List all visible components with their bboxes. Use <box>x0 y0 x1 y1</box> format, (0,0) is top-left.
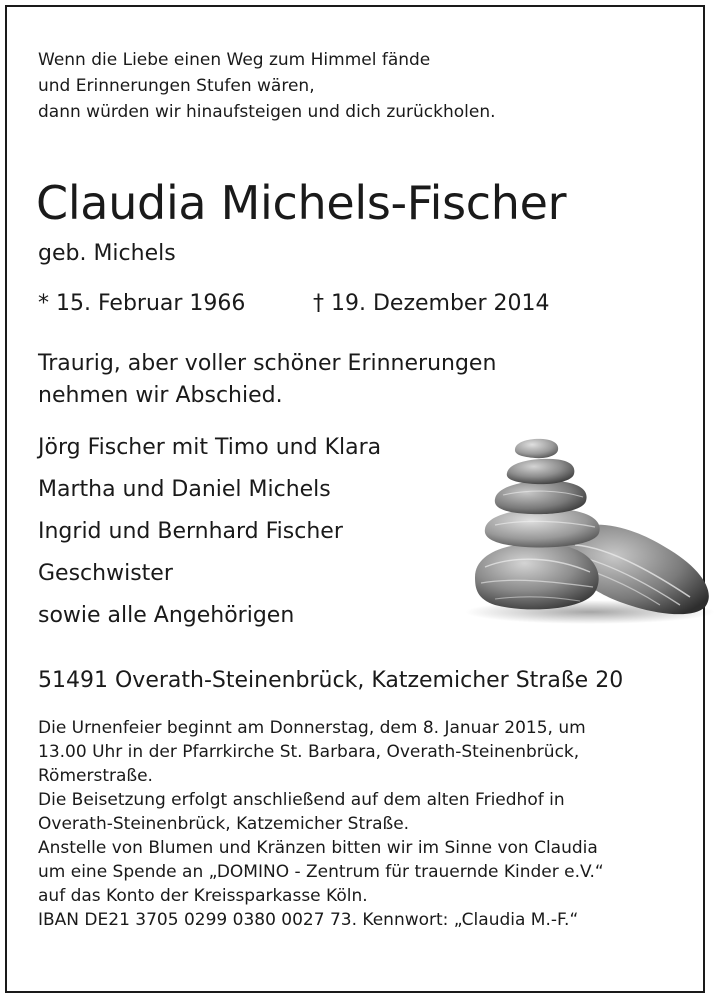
ceremony-line: Die Urnenfeier beginnt am Donnerstag, dem 8. Januar 2015, um <box>38 718 586 738</box>
death-date: † 19. Dezember 2014 <box>313 291 550 316</box>
poem-line: und Erinnerungen Stufen wären, <box>38 76 315 96</box>
mourning-line: nehmen wir Abschied. <box>38 383 283 408</box>
poem <box>38 47 496 125</box>
family-member: Martha und Daniel Michels <box>38 477 331 502</box>
donation-paragraph <box>38 836 604 932</box>
ceremony-line: Römerstraße. <box>38 766 153 786</box>
birth-date: * 15. Februar 1966 <box>38 291 246 316</box>
obituary-frame <box>5 5 705 993</box>
mourning-line: Traurig, aber voller schöner Erinnerungen <box>38 351 497 376</box>
burial-line: Die Beisetzung erfolgt anschließend auf dem alten Friedhof in <box>38 790 565 810</box>
ceremony-line: 13.00 Uhr in der Pfarrkirche St. Barbara, Overath-Steinenbrück, <box>38 742 580 762</box>
mourning-text <box>38 348 496 412</box>
poem-line: dann würden wir hinaufsteigen und dich zurückholen. <box>38 102 496 122</box>
poem-line: Wenn die Liebe einen Weg zum Himmel fände <box>38 50 431 70</box>
family-member: Geschwister <box>38 561 173 586</box>
donation-line: um eine Spende an „DOMINO - Zentrum für trauernde Kinder e.V.“ <box>38 862 604 882</box>
address: 51491 Overath-Steinenbrück, Katzemicher Straße 20 <box>38 668 624 693</box>
deceased-name: Claudia Michels-Fischer <box>36 176 567 230</box>
family-member: Jörg Fischer mit Timo und Klara <box>38 435 382 460</box>
burial-line: Overath-Steinenbrück, Katzemicher Straße. <box>38 814 410 834</box>
ceremony-paragraph <box>38 716 604 788</box>
stacked-stones-icon <box>455 427 714 627</box>
donation-line: auf das Konto der Kreissparkasse Köln. <box>38 886 368 906</box>
birth-name: geb. Michels <box>38 241 176 266</box>
donation-line: IBAN DE21 3705 0299 0380 0027 73. Kennwort: „Claudia M.-F.“ <box>38 910 579 930</box>
donation-line: Anstelle von Blumen und Kränzen bitten wir im Sinne von Claudia <box>38 838 598 858</box>
family-member: sowie alle Angehörigen <box>38 603 295 628</box>
family-list <box>38 427 381 637</box>
family-member: Ingrid und Bernhard Fischer <box>38 519 343 544</box>
burial-paragraph <box>38 788 604 836</box>
ceremony-info <box>38 716 604 932</box>
